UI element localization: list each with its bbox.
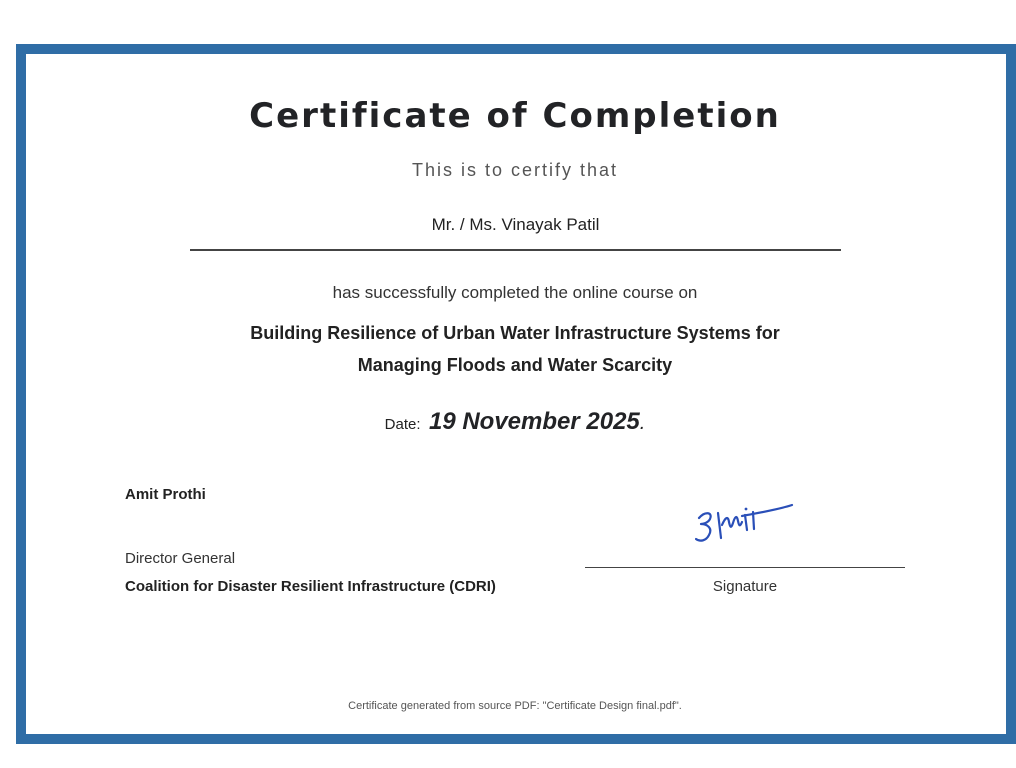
certificate-title: Certificate of Completion xyxy=(249,96,781,136)
handwritten-signature-image xyxy=(695,478,795,560)
date-suffix: . xyxy=(639,412,646,434)
date-row xyxy=(0,408,1016,436)
recipient-underline xyxy=(190,249,841,251)
signer-role: Director General xyxy=(125,550,236,567)
certificate-border xyxy=(16,44,1016,744)
certify-intro: This is to certify that xyxy=(411,160,619,180)
date-value: 19 November 2025 xyxy=(428,408,640,435)
date-label: Date: xyxy=(384,416,421,433)
recipient-name: Mr. / Ms. Vinayak Patil xyxy=(431,215,600,234)
signer-organization: Coalition for Disaster Resilient Infrastructure (CDRI) xyxy=(125,578,496,595)
signature-line xyxy=(585,567,905,568)
signature-label: Signature xyxy=(712,578,778,595)
footer-note: Certificate generated from source PDF: "Certificate Design final.pdf". xyxy=(348,700,682,712)
signer-name: Amit Prothi xyxy=(125,486,206,503)
completion-statement: has successfully completed the online course on xyxy=(332,283,698,302)
course-title: Building Resilience of Urban Water Infrastructure Systems for Managing Floods and Water Scarcity xyxy=(250,323,780,375)
